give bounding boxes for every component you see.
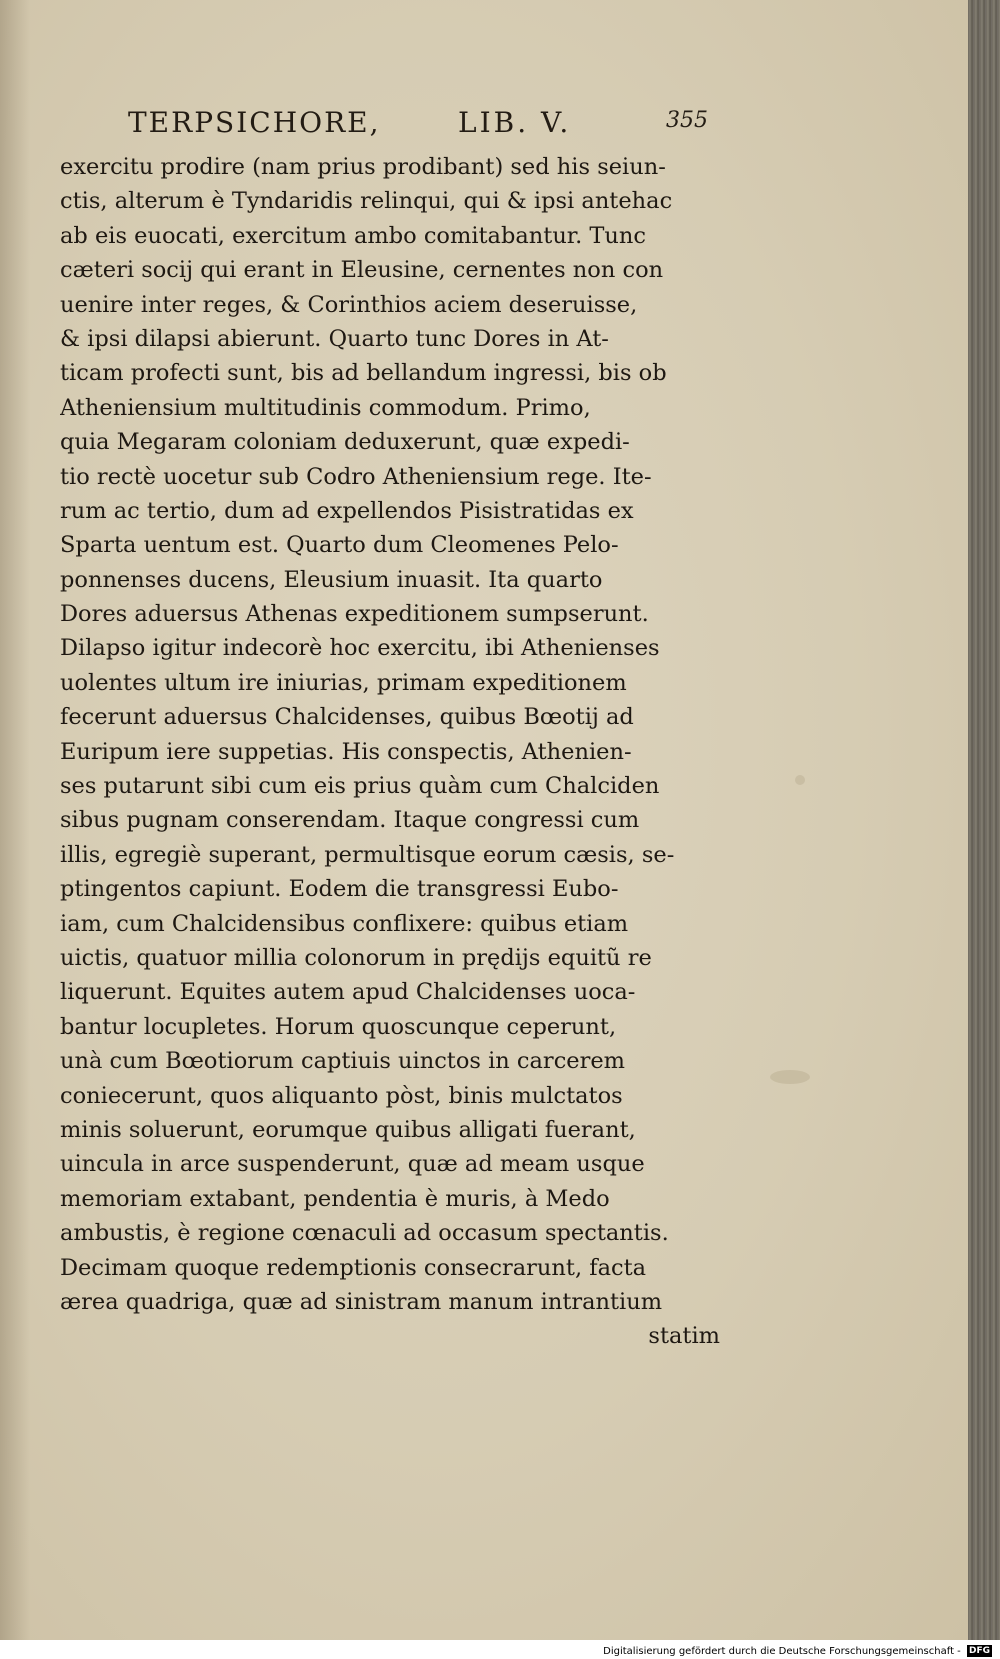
text-line: uincula in arce suspenderunt, quæ ad meam usque bbox=[60, 1151, 645, 1178]
text-line: ticam profecti sunt, bis ad bellandum ingressi, bis ob bbox=[60, 360, 667, 387]
text-line: fecerunt aduersus Chalcidenses, quibus Bœotij ad bbox=[60, 704, 634, 731]
text-line: sibus pugnam conserendam. Itaque congressi cum bbox=[60, 807, 640, 834]
text-line: unà cum Bœotiorum captiuis uinctos in carcerem bbox=[60, 1048, 626, 1075]
text-line: Decimam quoque redemptionis consecrarunt, facta bbox=[60, 1254, 647, 1281]
text-line: ponnenses ducens, Eleusium inuasit. Ita quarto bbox=[60, 566, 603, 593]
text-line: Atheniensium multitudinis commodum. Primo, bbox=[60, 394, 591, 421]
text-line: uolentes ultum ire iniurias, primam expeditionem bbox=[60, 669, 627, 696]
text-line: quia Megaram coloniam deduxerunt, quæ expedi- bbox=[60, 429, 630, 456]
text-line: bantur locupletes. Horum quoscunque ceperunt, bbox=[60, 1013, 617, 1040]
text-line: ab eis euocati, exercitum ambo comitabantur. Tunc bbox=[60, 222, 646, 249]
digitization-credit bbox=[603, 1644, 992, 1659]
running-head bbox=[128, 106, 718, 146]
text-line: Dores aduersus Athenas expeditionem sumpserunt. bbox=[60, 601, 649, 628]
text-line: tio rectè uocetur sub Codro Atheniensium rege. Ite- bbox=[60, 463, 652, 490]
text-line: ctis, alterum è Tyndaridis relinqui, qui & ipsi antehac bbox=[60, 188, 673, 215]
text-line: & ipsi dilapsi abierunt. Quarto tunc Dores in At- bbox=[60, 325, 609, 352]
text-line: cæteri socij qui erant in Eleusine, cernentes non con bbox=[60, 257, 664, 284]
text-line: exercitu prodire (nam prius prodibant) sed his seiun- bbox=[60, 154, 666, 180]
dfg-logo: DFG bbox=[968, 1646, 990, 1656]
gutter-shadow bbox=[0, 0, 30, 1640]
text-line: iam, cum Chalcidensibus conflixere: quibus etiam bbox=[60, 910, 629, 937]
text-line: liquerunt. Equites autem apud Chalcidenses uoca- bbox=[60, 979, 636, 1006]
text-line: ambustis, è regione cœnaculi ad occasum spectantis. bbox=[60, 1220, 669, 1247]
running-head-book: LIB. V. bbox=[458, 106, 572, 139]
book-fore-edge bbox=[968, 0, 1000, 1640]
catchword: statim bbox=[648, 1323, 720, 1350]
text-line: uictis, quatuor millia colonorum in prędijs equitũ re bbox=[60, 944, 652, 971]
text-line: Sparta uentum est. Quarto dum Cleomenes Pelo- bbox=[60, 532, 619, 559]
text-line: ses putarunt sibi cum eis prius quàm cum Chalciden bbox=[60, 773, 660, 800]
text-line: Euripum iere suppetias. His conspectis, Athenien- bbox=[60, 738, 632, 765]
credit-text: Digitalisierung gefördert durch die Deutsche Forschungsgemeinschaft - bbox=[603, 1646, 961, 1657]
text-line: uenire inter reges, & Corinthios aciem deseruisse, bbox=[60, 291, 638, 318]
text-line: rum ac tertio, dum ad expellendos Pisistratidas ex bbox=[60, 497, 634, 524]
text-line: ærea quadriga, quæ ad sinistram manum intrantium bbox=[60, 1288, 663, 1315]
text-line: illis, egregiè superant, permultisque eorum cæsis, se- bbox=[60, 841, 675, 868]
running-head-title: TERPSICHORE, bbox=[128, 106, 381, 139]
text-line: Dilapso igitur indecorè hoc exercitu, ibi Athenienses bbox=[60, 635, 660, 662]
text-line: coniecerunt, quos aliquanto pòst, binis mulctatos bbox=[60, 1082, 623, 1109]
paper-stain bbox=[795, 775, 805, 785]
body-text bbox=[60, 150, 720, 1354]
page-number: 355 bbox=[666, 108, 708, 133]
paper-stain bbox=[770, 1070, 810, 1084]
text-line: ptingentos capiunt. Eodem die transgressi Eubo- bbox=[60, 876, 619, 903]
text-line: memoriam extabant, pendentia è muris, à Medo bbox=[60, 1185, 610, 1212]
text-line: minis soluerunt, eorumque quibus alligati fuerant, bbox=[60, 1116, 636, 1143]
